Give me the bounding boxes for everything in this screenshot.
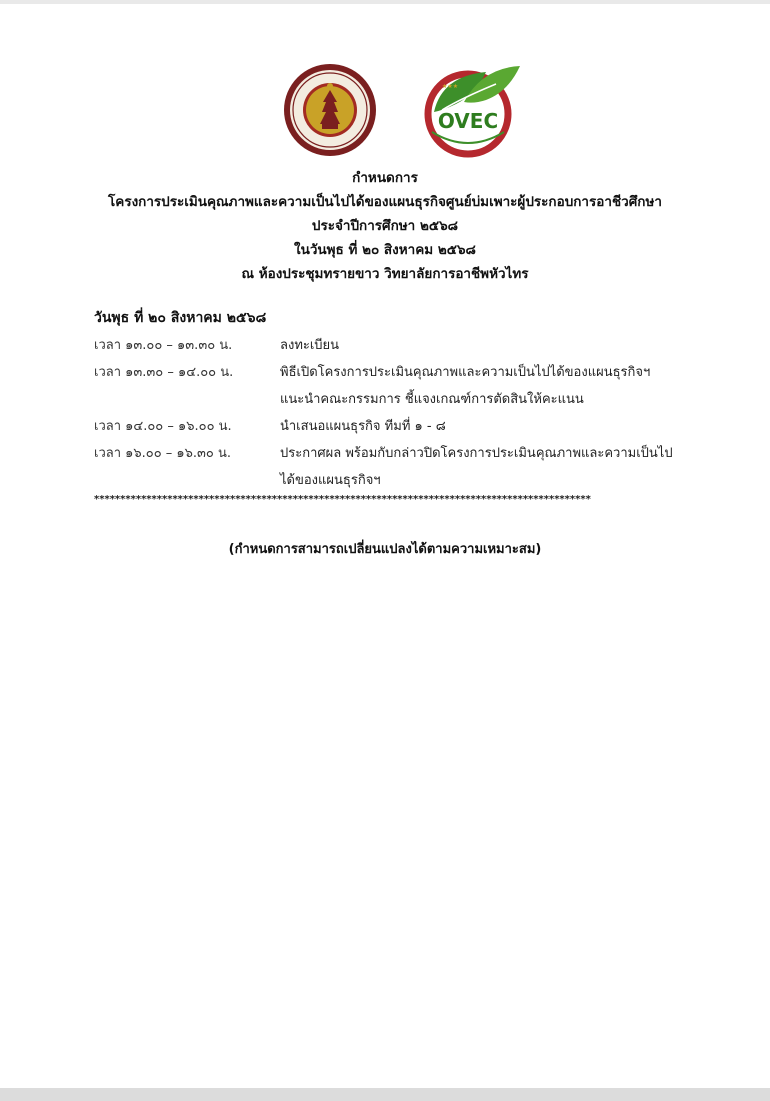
academic-year: ประจำปีการศึกษา ๒๕๖๘ bbox=[311, 218, 459, 234]
schedule-activity-line: แนะนำคณะกรรมการ ชี้แจงเกณฑ์การตัดสินให้คะแนน bbox=[280, 392, 584, 407]
ovec-business-incubator-logo bbox=[412, 58, 530, 158]
event-date: ในวันพุธ ที่ ๒๐ สิงหาคม ๒๕๖๘ bbox=[294, 242, 476, 258]
schedule-activity-line: ประกาศผล พร้อมกับกล่าวปิดโครงการประเมินคุณภาพและความเป็นไป bbox=[280, 446, 673, 461]
document-title: กำหนดการ bbox=[352, 170, 418, 186]
document-page bbox=[0, 4, 770, 1088]
change-notice: (กำหนดการสามารถเปลี่ยนแปลงได้ตามความเหมาะสม) bbox=[228, 542, 542, 557]
schedule-activity bbox=[280, 413, 690, 440]
college-seal-logo bbox=[282, 62, 378, 158]
schedule-time: เวลา ๑๖.๐๐ – ๑๖.๓๐ น. bbox=[94, 446, 232, 461]
schedule-date-heading: วันพุธ ที่ ๒๐ สิงหาคม ๒๕๖๘ bbox=[94, 310, 267, 326]
schedule-activity-line: ลงทะเบียน bbox=[280, 338, 340, 353]
schedule-time: เวลา ๑๓.๐๐ – ๑๓.๓๐ น. bbox=[94, 338, 233, 353]
schedule-time: เวลา ๑๓.๓๐ – ๑๔.๐๐ น. bbox=[94, 365, 234, 380]
svg-text:★★★: ★★★ bbox=[442, 83, 459, 90]
separator-line: *********************************************************************************************** bbox=[94, 494, 591, 505]
schedule-activity bbox=[280, 332, 690, 359]
schedule-activity-line: ได้ของแผนธุรกิจฯ bbox=[280, 473, 381, 488]
event-venue: ณ ห้องประชุมทรายขาว วิทยาลัยการอาชีพหัวไทร bbox=[241, 266, 529, 282]
schedule-activity bbox=[280, 440, 690, 494]
ovec-logo-text: OVEC bbox=[437, 109, 499, 133]
project-name: โครงการประเมินคุณภาพและความเป็นไปได้ของแผนธุรกิจศูนย์บ่มเพาะผู้ประกอบการอาชีวศึกษา bbox=[108, 194, 662, 210]
schedule-activity-line: นำเสนอแผนธุรกิจ ทีมที่ ๑ - ๘ bbox=[280, 419, 446, 434]
schedule-activity bbox=[280, 359, 690, 413]
viewer-bottom-bar bbox=[0, 1088, 770, 1101]
schedule-activity-line: พิธีเปิดโครงการประเมินคุณภาพและความเป็นไปได้ของแผนธุรกิจฯ bbox=[280, 365, 651, 380]
schedule-time: เวลา ๑๔.๐๐ – ๑๖.๐๐ น. bbox=[94, 419, 232, 434]
